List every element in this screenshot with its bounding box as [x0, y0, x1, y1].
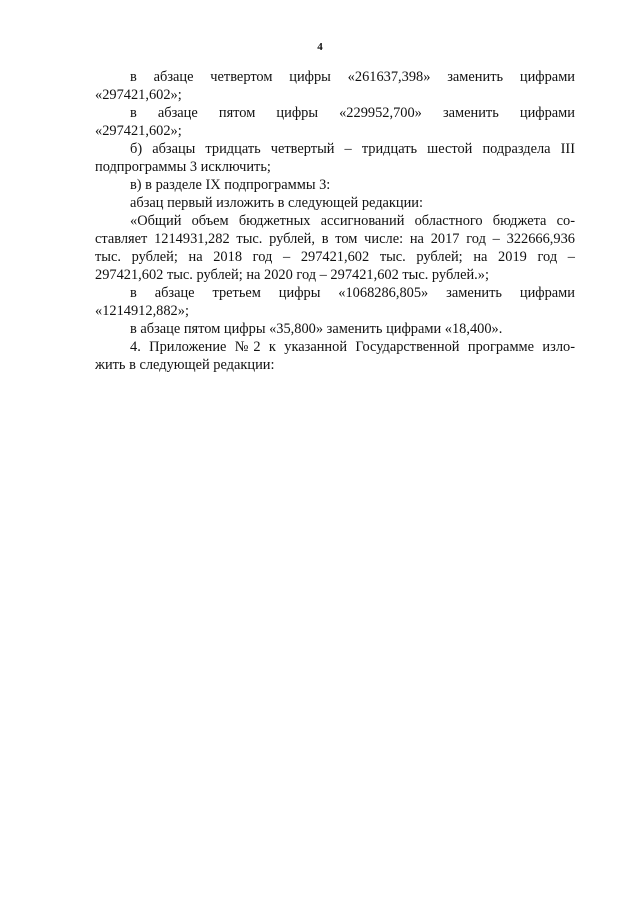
- text-line: «297421,602»;: [95, 87, 182, 103]
- text-line: б) абзацы тридцать четвертый – тридцать шестой подраздела III: [130, 141, 575, 157]
- paragraph: [95, 176, 575, 194]
- text-line: в абзаце четвертом цифры «261637,398» заменить цифрами: [130, 69, 575, 85]
- paragraph: [95, 68, 575, 104]
- text-line: «Общий объем бюджетных ассигнований областного бюджета со-: [130, 213, 575, 229]
- text-line: подпрограммы 3 исключить;: [95, 159, 271, 175]
- paragraph: [95, 104, 575, 140]
- text-line: абзац первый изложить в следующей редакции:: [130, 195, 424, 211]
- text-line: 297421,602 тыс. рублей; на 2020 год – 297421,602 тыс. рублей.»;: [95, 267, 489, 283]
- paragraph: [95, 194, 575, 212]
- text-line: ставляет 1214931,282 тыс. рублей, в том числе: на 2017 год – 322666,936: [95, 231, 575, 247]
- text-line: тыс. рублей; на 2018 год – 297421,602 тыс. рублей; на 2019 год –: [95, 249, 575, 265]
- text-line: 4. Приложение №2 к указанной Государственной программе изло-: [130, 339, 575, 355]
- paragraph: [95, 320, 575, 338]
- text-line: в абзаце третьем цифры «1068286,805» заменить цифрами: [130, 285, 575, 301]
- text-line: в) в разделе IX подпрограммы 3:: [130, 177, 331, 193]
- page-number: 4: [317, 41, 323, 53]
- text-line: жить в следующей редакции:: [95, 357, 275, 373]
- text-line: «1214912,882»;: [95, 303, 189, 319]
- paragraph: [95, 338, 575, 374]
- paragraph: [95, 140, 575, 176]
- text-line: в абзаце пятом цифры «35,800» заменить цифрами «18,400».: [130, 321, 503, 337]
- text-line: «297421,602»;: [95, 123, 182, 139]
- paragraph: [95, 284, 575, 320]
- text-line: в абзаце пятом цифры «229952,700» заменить цифрами: [130, 105, 575, 121]
- document-body: [95, 68, 575, 374]
- paragraph: [95, 212, 575, 284]
